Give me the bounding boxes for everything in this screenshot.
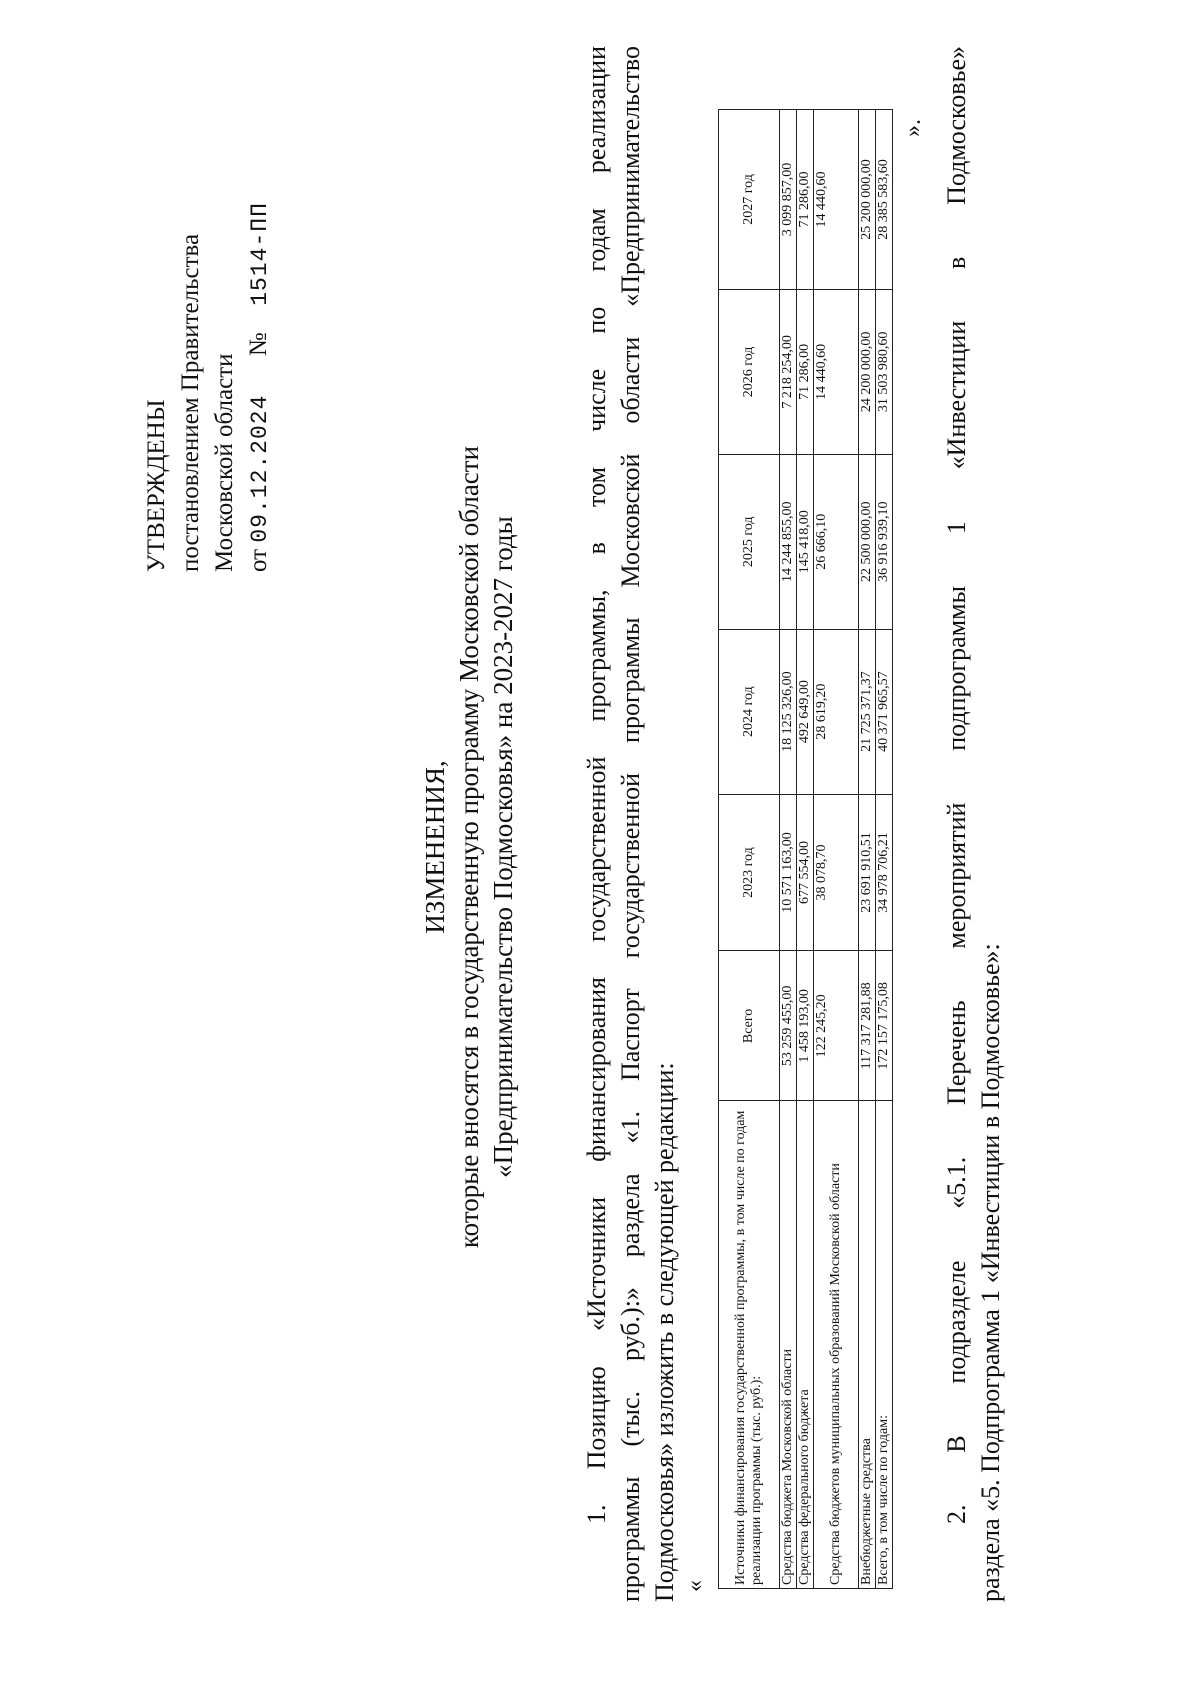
table-column-header: Всего [719, 951, 780, 1101]
approval-date-line [242, 32, 277, 572]
table-row [814, 110, 859, 1589]
table-header-row [719, 110, 780, 1589]
paragraph-1-line-3: Подмосковья» изложить в следующей редакции: [650, 1062, 679, 1602]
table-cell: 28 619,20 [814, 629, 859, 794]
table-cell: 25 200 000,00 [859, 110, 876, 290]
paragraph-2-line-1: 2. В подразделе «5.1. Перечень мероприятий подпрограммы 1 «Инвестиции в Подмосковье» [942, 46, 971, 1524]
table-cell: 26 666,10 [814, 454, 859, 629]
table-cell: 492 649,00 [797, 629, 814, 794]
table-column-header: 2027 год [719, 110, 780, 290]
table-cell: 145 418,00 [797, 454, 814, 629]
table-row-label: Всего, в том числе по годам: [876, 1101, 893, 1589]
table-cell: 7 218 254,00 [780, 289, 797, 454]
table-cell: 34 978 706,21 [876, 794, 893, 951]
paragraph-2-line-2: раздела «5. Подпрограмма 1 «Инвестиции в Подмосковье»: [976, 943, 1005, 1602]
table-column-header: 2024 год [719, 629, 780, 794]
approval-number: 1514-ПП [247, 202, 273, 306]
table-cell: 21 725 371,37 [859, 629, 876, 794]
table-cell: 53 259 455,00 [780, 951, 797, 1101]
table-cell: 28 385 583,60 [876, 110, 893, 290]
table-cell: 23 691 910,51 [859, 794, 876, 951]
table-cell: 36 916 939,10 [876, 454, 893, 629]
table-cell: 22 500 000,00 [859, 454, 876, 629]
table-row [859, 110, 876, 1589]
table-row-label: Средства бюджетов муниципальных образований Московской области [814, 1101, 859, 1589]
table-cell: 3 099 857,00 [780, 110, 797, 290]
table-row-label: Средства федерального бюджета [797, 1101, 814, 1589]
approval-line-1: постановлением Правительства [177, 233, 204, 572]
document-title [418, 157, 520, 1537]
table-row-label: Средства бюджета Московской области [780, 1101, 797, 1589]
approval-date: 09.12.2024 [247, 394, 273, 543]
table-cell: 38 078,70 [814, 794, 859, 951]
title-line-2: которые вносятся в государственную программу Московской области [454, 445, 484, 1249]
table-row [876, 110, 893, 1589]
paragraph-1-line-2: программы (тыс. руб.):» раздела «1. Паспорт государственной программы Московской области «Предпринимательство [616, 46, 645, 1602]
title-line-3: «Предпринимательство Подмосковья» на 2023-2027 годы [488, 516, 518, 1178]
approval-number-sign: № [245, 332, 272, 357]
table-row [797, 110, 814, 1589]
table-cell: 71 286,00 [797, 289, 814, 454]
approval-line-2: Московской области [211, 353, 238, 572]
approval-block [140, 32, 277, 572]
table-cell: 14 440,60 [814, 110, 859, 290]
table-row [780, 110, 797, 1589]
table-cell: 14 440,60 [814, 289, 859, 454]
table-row-label: Внебюджетные средства [859, 1101, 876, 1589]
table-cell: 14 244 855,00 [780, 454, 797, 629]
table-cell: 31 503 980,60 [876, 289, 893, 454]
table-cell: 1 458 193,00 [797, 951, 814, 1101]
table-column-header: 2026 год [719, 289, 780, 454]
table-cell: 71 286,00 [797, 110, 814, 290]
table-cell: 122 245,20 [814, 951, 859, 1101]
table-cell: 40 371 965,57 [876, 629, 893, 794]
table-cell: 18 125 326,00 [780, 629, 797, 794]
approval-from-label: от [245, 548, 272, 572]
paragraph-1 [580, 46, 682, 1602]
table-column-header: 2023 год [719, 794, 780, 951]
table-cell: 117 317 281,88 [859, 951, 876, 1101]
table-cell: 10 571 163,00 [780, 794, 797, 951]
table-header-label: Источники финансирования государственной программы, в том числе по годам реализации программы (тыс. руб.): [719, 1101, 780, 1589]
approval-heading: УТВЕРЖДЕНЫ [143, 399, 170, 572]
financing-table-wrap [718, 109, 893, 1589]
financing-table [718, 109, 893, 1589]
table-cell: 24 200 000,00 [859, 289, 876, 454]
quote-close: ». [900, 119, 926, 137]
quote-open: « [682, 1580, 708, 1592]
table-cell: 172 157 175,08 [876, 951, 893, 1101]
paragraph-1-line-1: 1. Позицию «Источники финансирования государственной программы, в том числе по годам реализации [582, 46, 611, 1524]
table-cell: 677 554,00 [797, 794, 814, 951]
title-line-1: ИЗМЕНЕНИЯ, [420, 760, 450, 934]
paragraph-2 [940, 46, 1008, 1602]
table-column-header: 2025 год [719, 454, 780, 629]
